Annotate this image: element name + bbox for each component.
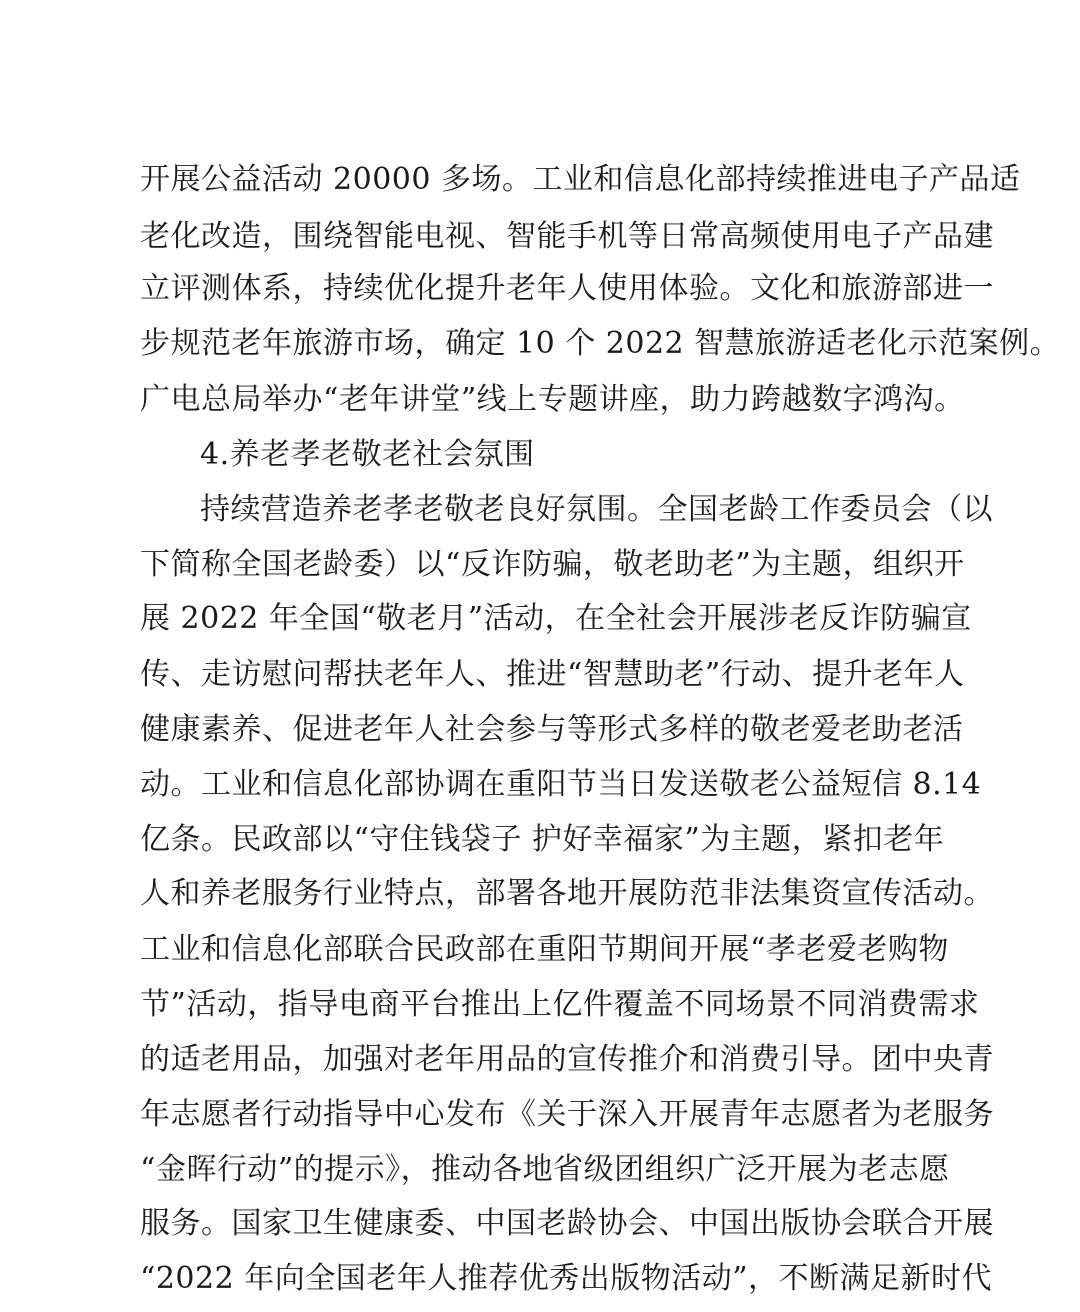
text-line: 人和养老服务行业特点，部署各地开展防范非法集资宣传活动。 [140, 876, 994, 911]
text-line: 开展公益活动 20000 多场。工业和信息化部持续推进电子产品适 [140, 162, 1021, 197]
text-line: “金晖行动”的提示》，推动各地省级团组织广泛开展为老志愿 [140, 1152, 950, 1187]
text-line: 老化改造，围绕智能电视、智能手机等日常高频使用电子产品建 [140, 219, 994, 254]
text-line: 健康素养、促进老年人社会参与等形式多样的敬老爱老助老活 [140, 712, 964, 747]
text-line: 服务。国家卫生健康委、中国老龄协会、中国出版协会联合开展 [140, 1206, 994, 1241]
text-line: 下简称全国老龄委）以“反诈防骗，敬老助老”为主题，组织开 [140, 547, 965, 582]
text-line: 动。工业和信息化部协调在重阳节当日发送敬老公益短信 8.14 [140, 767, 982, 802]
text-line: 节”活动，指导电商平台推出上亿件覆盖不同场景不同消费需求 [140, 987, 980, 1022]
text-line: 展 2022 年全国“敬老月”活动，在全社会开展涉老反诈防骗宣 [140, 601, 972, 636]
text-line: 广电总局举办“老年讲堂”线上专题讲座，助力跨越数字鸿沟。 [140, 382, 965, 417]
text-line: 工业和信息化部联合民政部在重阳节期间开展“孝老爱老购物 [140, 932, 949, 967]
text-line: 立评测体系，持续优化提升老年人使用体验。文化和旅游部进一 [140, 271, 994, 306]
text-line: 年志愿者行动指导中心发布《关于深入开展青年志愿者为老服务 [140, 1097, 994, 1132]
text-line: 的适老用品，加强对老年用品的宣传推介和消费引导。团中央青 [140, 1042, 994, 1077]
section-heading: 4.养老孝老敬老社会氛围 [200, 437, 535, 472]
text-line: 步规范老年旅游市场，确定 10 个 2022 智慧旅游适老化示范案例。 [140, 326, 1061, 361]
text-line: 传、走访慰问帮扶老年人、推进“智慧助老”行动、提升老年人 [140, 657, 965, 692]
text-line: 持续营造养老孝老敬老良好氛围。全国老龄工作委员会（以 [200, 492, 993, 527]
text-line: 亿条。民政部以“守住钱袋子 护好幸福家”为主题，紧扣老年 [140, 822, 945, 857]
text-line: “2022 年向全国老年人推荐优秀出版物活动”，不断满足新时代 [140, 1261, 993, 1296]
